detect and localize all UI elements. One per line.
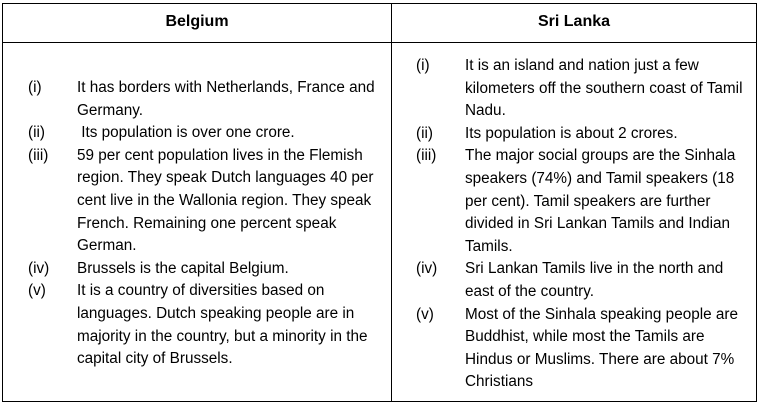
item-number: (iii): [416, 147, 437, 165]
item-number: (iv): [416, 260, 438, 278]
list-item: [392, 123, 756, 146]
item-number: (iii): [28, 146, 49, 164]
item-text: It is an island and nation just a few kilometers off the southern coast of Tamil Nadu.: [465, 57, 743, 120]
item-number: (iv): [28, 259, 50, 277]
list-item: [3, 258, 391, 281]
table-header-row: [3, 4, 756, 43]
item-text: Most of the Sinhala speaking people are Buddhist, while most the Tamils are Hindus or Muslims. There are about 7% Christians: [465, 305, 738, 391]
list-item: [392, 55, 756, 123]
header-sri-lanka: Sri Lanka: [537, 13, 611, 30]
item-text: The major social groups are the Sinhala speakers (74%) and Tamil speakers (18 per cent). Tamil speakers are further divided in Sri Lankan Tamils and Indian Tamils.: [465, 147, 736, 255]
item-text: Brussels is the capital Belgium.: [77, 259, 289, 277]
list-item: [3, 122, 391, 145]
item-text: Its population is about 2 crores.: [465, 124, 678, 142]
list-item: [392, 304, 756, 394]
item-number: (ii): [416, 124, 433, 142]
item-text: It has borders with Netherlands, France and Germany.: [77, 79, 375, 119]
sri-lanka-column: [392, 55, 756, 394]
item-number: (v): [28, 282, 46, 300]
list-item: [3, 77, 391, 122]
list-item: [3, 280, 391, 370]
list-item: [392, 145, 756, 258]
item-number: (i): [416, 57, 430, 74]
item-text: It is a country of diversities based on languages. Dutch speaking people are in majority in the country, but a minority in the capital city of Brussels.: [77, 282, 368, 368]
item-number: (ii): [28, 124, 45, 142]
list-item: [3, 145, 391, 258]
header-belgium: Belgium: [165, 13, 229, 30]
item-text: 59 per cent population lives in the Flemish region. They speak Dutch languages 40 per cent live in the Wallonia region. They speak French. Remaining one percent speak German.: [77, 146, 374, 255]
item-text: Sri Lankan Tamils live in the north and east of the country.: [465, 260, 724, 300]
comparison-table: [2, 3, 757, 402]
item-number: (v): [416, 305, 434, 323]
list-item: [392, 258, 756, 303]
belgium-column: [3, 77, 391, 371]
item-number: (i): [28, 79, 42, 96]
item-text: Its population is over one crore.: [77, 124, 295, 142]
